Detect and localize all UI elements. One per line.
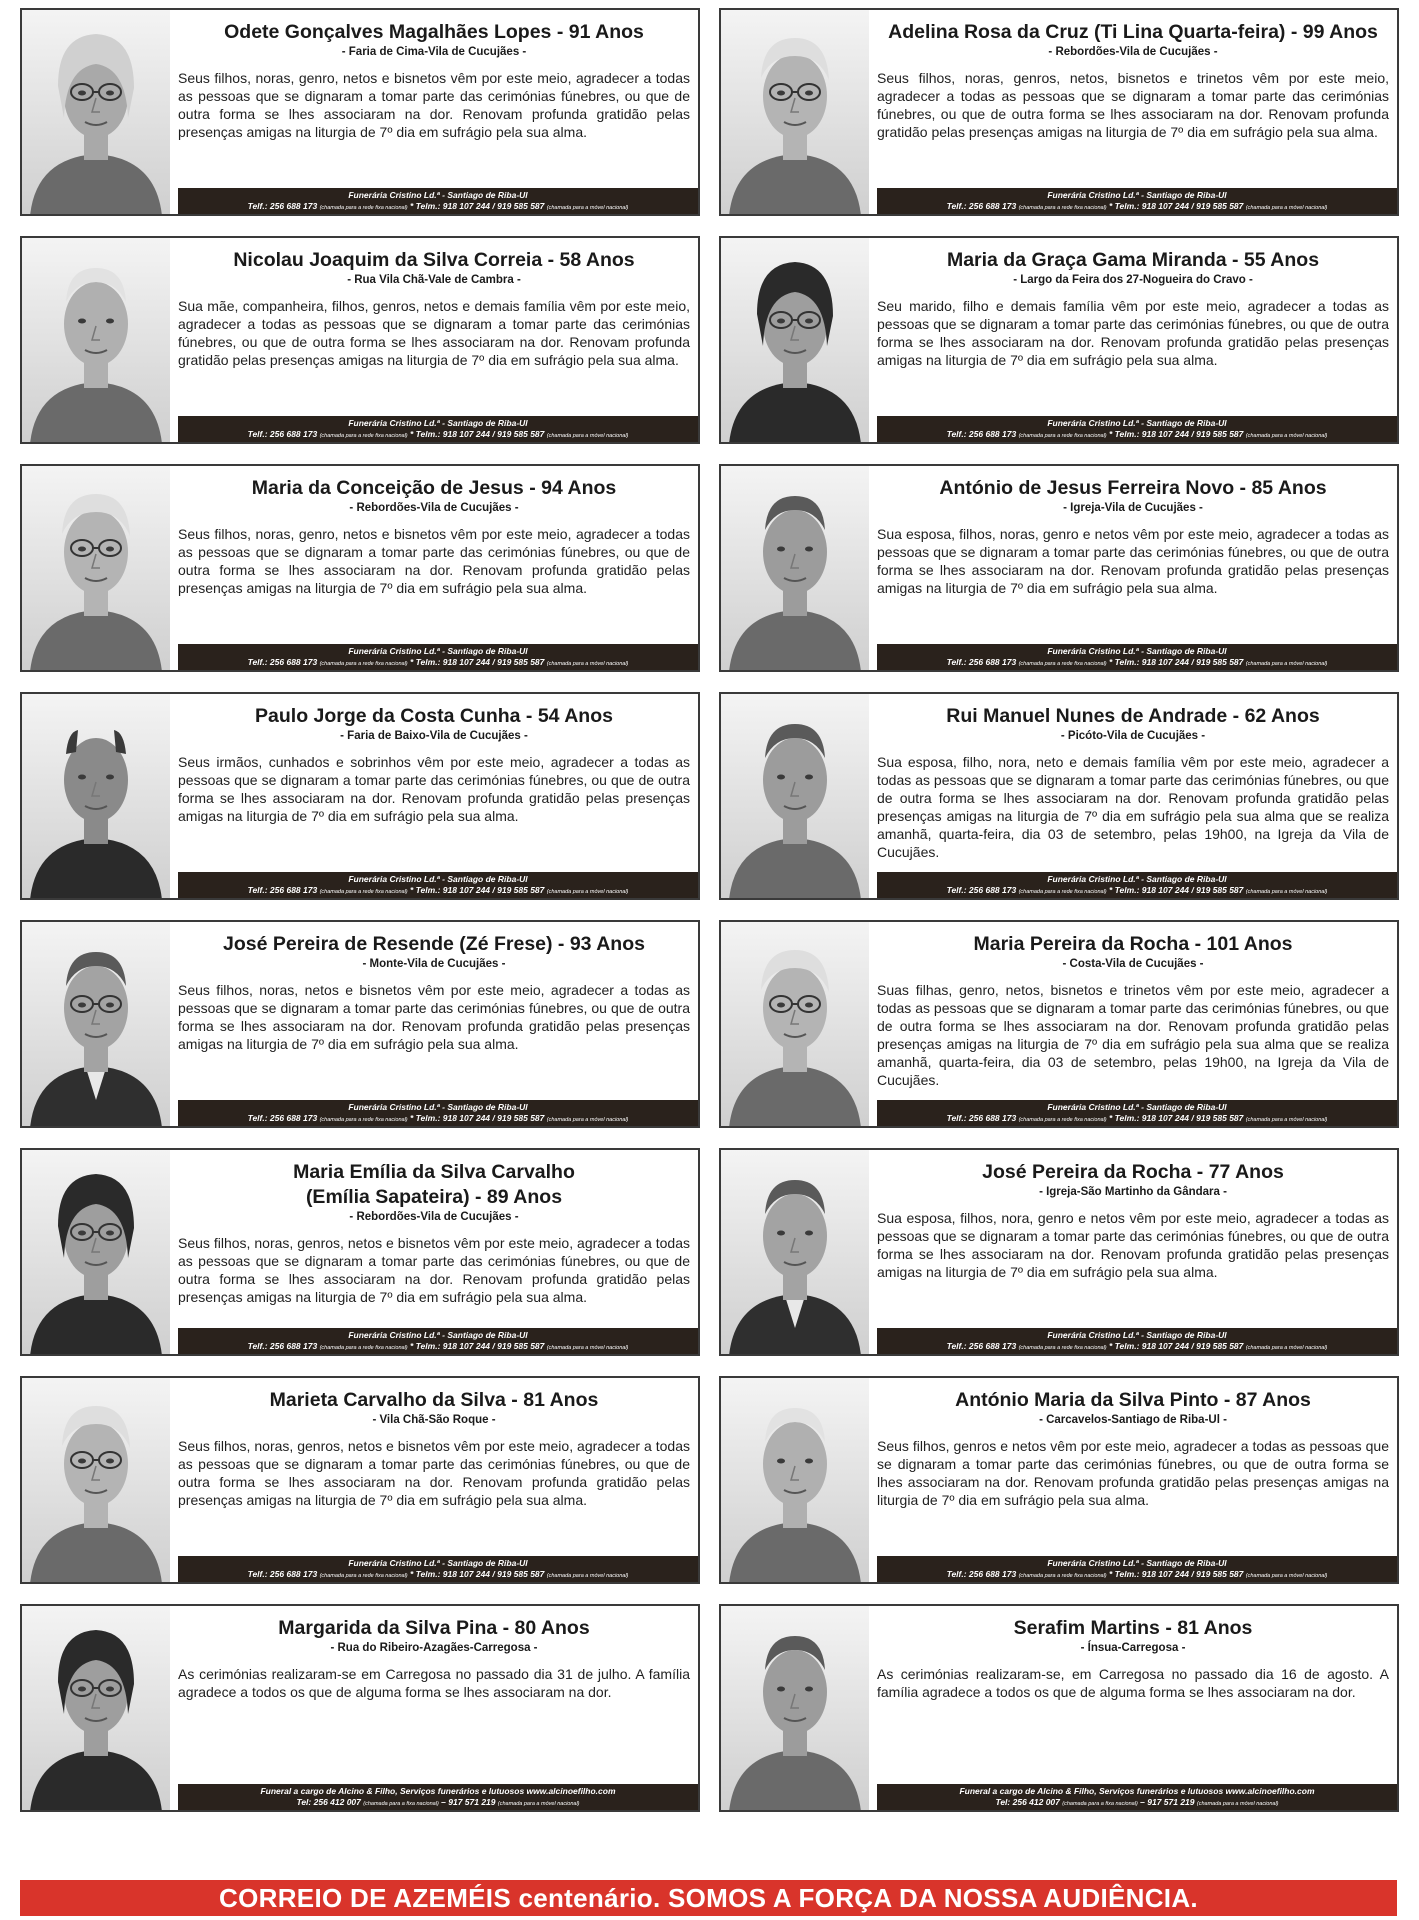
funeral-home-phones: [178, 657, 698, 670]
portrait-photo: [22, 1150, 170, 1354]
funeral-home-name: Funerária Cristino Ld.ª - Santiago de Riba-Ul: [1047, 1102, 1227, 1112]
phone-mobile-note: (chamada para a móvel nacional): [1245, 1117, 1328, 1123]
deceased-name: Nicolau Joaquim da Silva Correia - 58 Anos: [233, 249, 635, 271]
phone-mobile-note: (chamada para a móvel nacional): [497, 1801, 580, 1807]
deceased-name: José Pereira da Rocha - 77 Anos: [982, 1161, 1284, 1183]
deceased-name: Maria Emília da Silva Carvalho (Emília Sapateira) - 89 Anos: [293, 1161, 575, 1208]
obituary-text: Seus filhos, noras, genros, netos e bisnetos vêm por este meio, agradecer a todas as pessoas que se dignaram a tomar parte das cerimónias fúnebres, ou que de outra forma se lhes associaram na dor. Renovam profunda gratidão pelas presenças amigas na liturgia de 7º dia em sufrágio pela sua alma.: [178, 1235, 690, 1305]
portrait-photo: [721, 10, 869, 214]
obituary-content: [877, 1160, 1389, 1324]
phone-mobile: * Telm.: 918 107 244 / 919 585 587: [410, 201, 545, 211]
newspaper-banner: CORREIO DE AZEMÉIS centenário. SOMOS A FORÇA DA NOSSA AUDIÊNCIA.: [20, 1880, 1397, 1916]
funeral-home-phones: [178, 1797, 698, 1810]
obituary-text: Sua esposa, filhos, nora, genro e netos vêm por este meio, agradecer a todas as pessoas que se dignaram a tomar parte das cerimónias fúnebres, ou que de outra forma se lhes associaram na dor. Renovam profunda gratidão pelas presenças amigas na liturgia de 7º dia em sufrágio pela sua alma.: [877, 1210, 1389, 1280]
deceased-location: - Vila Chã-São Roque -: [372, 1414, 496, 1426]
phone-landline: Telf.: 256 688 173: [946, 1341, 1017, 1351]
obituary-content: [178, 20, 690, 184]
obituary-card: [20, 1604, 700, 1812]
phone-landline-note: (chamada para a fixa nacional): [1062, 1801, 1138, 1807]
obituary-text: Seus filhos, noras, genros, netos e bisnetos vêm por este meio, agradecer a todas as pessoas que se dignaram a tomar parte das cerimónias fúnebres, ou que de outra forma se lhes associaram na dor. Renovam profunda gratidão pelas presenças amigas na liturgia de 7º dia em sufrágio pela sua alma.: [178, 1438, 690, 1508]
funeral-home-name: Funerária Cristino Ld.ª - Santiago de Riba-Ul: [1047, 874, 1227, 884]
deceased-name: Adelina Rosa da Cruz (Ti Lina Quarta-feira) - 99 Anos: [888, 21, 1378, 43]
phone-landline: Telf.: 256 688 173: [247, 1113, 318, 1123]
phone-mobile: * Telm.: 918 107 244 / 919 585 587: [1109, 1569, 1244, 1579]
phone-mobile: * Telm.: 918 107 244 / 919 585 587: [1109, 201, 1244, 211]
funeral-home-name: Funerária Cristino Ld.ª - Santiago de Riba-Ul: [348, 646, 528, 656]
deceased-name: Rui Manuel Nunes de Andrade - 62 Anos: [946, 705, 1320, 727]
phone-landline: Telf.: 256 688 173: [247, 657, 318, 667]
funeral-home-phones: [877, 201, 1397, 214]
phone-landline-note: (chamada para a rede fixa nacional): [319, 889, 408, 895]
deceased-location: - Largo da Feira dos 27-Nogueira do Cravo -: [1013, 274, 1253, 286]
phone-mobile: * Telm.: 918 107 244 / 919 585 587: [410, 1341, 545, 1351]
portrait-photo: [721, 466, 869, 670]
phone-mobile: * Telm.: 918 107 244 / 919 585 587: [410, 429, 545, 439]
obituary-content: [877, 476, 1389, 640]
obituary-card: [719, 1604, 1399, 1812]
funeral-home-footer: [877, 872, 1397, 898]
phone-mobile: * Telm.: 918 107 244 / 919 585 587: [410, 1113, 545, 1123]
portrait-photo: [22, 238, 170, 442]
funeral-home-name: Funerária Cristino Ld.ª - Santiago de Riba-Ul: [1047, 190, 1227, 200]
phone-mobile: * Telm.: 918 107 244 / 919 585 587: [1109, 429, 1244, 439]
funeral-home-phones: [877, 429, 1397, 442]
funeral-home-phones: [877, 1569, 1397, 1582]
funeral-home-name: Funerária Cristino Ld.ª - Santiago de Riba-Ul: [1047, 418, 1227, 428]
obituary-card: [719, 692, 1399, 900]
obituary-content: [877, 1388, 1389, 1552]
portrait-photo: [22, 1606, 170, 1810]
obituary-card: [20, 464, 700, 672]
phone-mobile-note: (chamada para a móvel nacional): [1245, 889, 1328, 895]
obituary-card: [20, 1148, 700, 1356]
funeral-home-footer: [877, 644, 1397, 670]
phone-mobile: * Telm.: 918 107 244 / 919 585 587: [1109, 885, 1244, 895]
obituary-card: [20, 1376, 700, 1584]
obituary-card: [20, 8, 700, 216]
obituary-text: Suas filhas, genro, netos, bisnetos e trinetos vêm por este meio, agradecer a todas as pessoas que se dignaram a tomar parte das cerimónias fúnebres, ou que de outra forma se lhes associaram na dor. Renovam profunda gratidão pelas presenças amigas na liturgia de 7º dia em sufrágio pela sua alma que se realiza amanhã, quarta-feira, dia 03 de setembro, pelas 19h00, na Igreja da Vila de Cucujães.: [877, 982, 1389, 1088]
funeral-home-footer: [178, 1100, 698, 1126]
phone-mobile-note: (chamada para a móvel nacional): [546, 1117, 629, 1123]
phone-mobile-note: (chamada para a móvel nacional): [546, 205, 629, 211]
phone-landline: Telf.: 256 688 173: [946, 429, 1017, 439]
funeral-home-footer: [877, 1328, 1397, 1354]
obituary-content: [178, 1160, 690, 1324]
deceased-location: - Igreja-São Martinho da Gândara -: [1039, 1186, 1227, 1198]
obituary-text: Sua esposa, filhos, noras, genro e netos vêm por este meio, agradecer a todas as pessoas que se dignaram a tomar parte das cerimónias fúnebres, ou que de outra forma se lhes associaram na dor. Renovam profunda gratidão pelas presenças amigas na liturgia de 7º dia em sufrágio pela sua alma.: [877, 526, 1389, 596]
obituary-text: Seus filhos, noras, genro, netos e bisnetos vêm por este meio, agradecer a todas as pessoas que se dignaram a tomar parte das cerimónias fúnebres, ou que de outra forma se lhes associaram na dor. Renovam profunda gratidão pelas presenças amigas na liturgia de 7º dia em sufrágio pela sua alma.: [178, 70, 690, 140]
phone-mobile: * Telm.: 918 107 244 / 919 585 587: [410, 657, 545, 667]
obituary-text: As cerimónias realizaram-se em Carregosa no passado dia 31 de julho. A família agradece a todos os que de alguma forma se lhes associaram na dor.: [178, 1666, 690, 1700]
portrait-photo: [721, 694, 869, 898]
phone-landline: Tel: 256 412 007: [296, 1797, 361, 1807]
obituary-card: [719, 1376, 1399, 1584]
obituary-content: [178, 704, 690, 868]
obituary-content: [877, 20, 1389, 184]
deceased-location: - Igreja-Vila de Cucujães -: [1063, 502, 1203, 514]
funeral-home-name: Funerária Cristino Ld.ª - Santiago de Riba-Ul: [348, 418, 528, 428]
funeral-home-name: Funerária Cristino Ld.ª - Santiago de Riba-Ul: [348, 1330, 528, 1340]
phone-mobile: * Telm.: 918 107 244 / 919 585 587: [410, 1569, 545, 1579]
phone-landline: Telf.: 256 688 173: [247, 429, 318, 439]
phone-landline: Telf.: 256 688 173: [247, 1569, 318, 1579]
obituary-card: [20, 692, 700, 900]
deceased-name: António Maria da Silva Pinto - 87 Anos: [955, 1389, 1311, 1411]
phone-landline: Telf.: 256 688 173: [946, 657, 1017, 667]
deceased-name: Paulo Jorge da Costa Cunha - 54 Anos: [255, 705, 613, 727]
funeral-home-name: Funerária Cristino Ld.ª - Santiago de Riba-Ul: [348, 1102, 528, 1112]
portrait-photo: [721, 1150, 869, 1354]
funeral-home-name: Funerária Cristino Ld.ª - Santiago de Riba-Ul: [348, 190, 528, 200]
obituary-content: [178, 476, 690, 640]
deceased-location: - Rua do Ribeiro-Azagães-Carregosa -: [330, 1642, 538, 1654]
phone-landline-note: (chamada para a rede fixa nacional): [1018, 433, 1107, 439]
obituary-text: Sua mãe, companheira, filhos, genros, netos e demais família vêm por este meio, agradecer a todas as pessoas que se dignaram a tomar parte das cerimónias fúnebres, ou que de outra forma se lhes associaram na dor. Renovam profunda gratidão pelas presenças amigas na liturgia de 7º dia em sufrágio pela sua alma.: [178, 298, 690, 368]
phone-landline: Telf.: 256 688 173: [946, 201, 1017, 211]
phone-mobile-note: (chamada para a móvel nacional): [1245, 661, 1328, 667]
phone-landline: Tel: 256 412 007: [995, 1797, 1060, 1807]
obituary-content: [877, 248, 1389, 412]
funeral-home-footer: [877, 1100, 1397, 1126]
phone-landline-note: (chamada para a rede fixa nacional): [1018, 1117, 1107, 1123]
funeral-home-phones: [178, 1569, 698, 1582]
funeral-home-phones: [178, 885, 698, 898]
portrait-photo: [721, 1606, 869, 1810]
phone-mobile: * Telm.: 918 107 244 / 919 585 587: [1109, 1113, 1244, 1123]
deceased-location: - Picóto-Vila de Cucujães -: [1060, 730, 1206, 742]
funeral-home-footer: [877, 1556, 1397, 1582]
phone-landline: Telf.: 256 688 173: [946, 1569, 1017, 1579]
portrait-photo: [721, 1378, 869, 1582]
deceased-location: - Rua Vila Chã-Vale de Cambra -: [347, 274, 521, 286]
funeral-home-phones: [877, 1341, 1397, 1354]
phone-mobile-note: (chamada para a móvel nacional): [546, 433, 629, 439]
phone-mobile-note: (chamada para a móvel nacional): [546, 1573, 629, 1579]
deceased-location: - Ínsua-Carregosa -: [1080, 1642, 1186, 1654]
obituary-text: Seus filhos, noras, genros, netos, bisnetos e trinetos vêm por este meio, agradecer a todas as pessoas que se dignaram a tomar parte das cerimónias fúnebres, ou que de outra forma se lhes associaram na dor. Renovam profunda gratidão pelas presenças amigas na liturgia de 7º dia em sufrágio pela sua alma.: [877, 70, 1389, 140]
phone-mobile: – 917 571 219: [1140, 1797, 1195, 1807]
funeral-home-name: Funerária Cristino Ld.ª - Santiago de Riba-Ul: [1047, 1330, 1227, 1340]
phone-landline: Telf.: 256 688 173: [247, 885, 318, 895]
funeral-home-footer: [178, 872, 698, 898]
phone-landline-note: (chamada para a fixa nacional): [363, 1801, 439, 1807]
funeral-home-name: Funerária Cristino Ld.ª - Santiago de Riba-Ul: [1047, 1558, 1227, 1568]
funeral-home-phones: [178, 1113, 698, 1126]
deceased-name: António de Jesus Ferreira Novo - 85 Anos: [939, 477, 1327, 499]
phone-landline: Telf.: 256 688 173: [247, 1341, 318, 1351]
deceased-name: Marieta Carvalho da Silva - 81 Anos: [269, 1389, 599, 1411]
obituary-card: [20, 236, 700, 444]
deceased-location: - Rebordões-Vila de Cucujães -: [349, 502, 519, 514]
obituary-text: Seus filhos, noras, genro, netos e bisnetos vêm por este meio, agradecer a todas as pessoas que se dignaram a tomar parte das cerimónias fúnebres, ou que de outra forma se lhes associaram na dor. Renovam profunda gratidão pelas presenças amigas na liturgia de 7º dia em sufrágio pela sua alma.: [178, 526, 690, 596]
phone-landline: Telf.: 256 688 173: [946, 885, 1017, 895]
obituary-content: [877, 932, 1389, 1096]
deceased-location: - Faria de Cima-Vila de Cucujães -: [341, 46, 527, 58]
phone-mobile: * Telm.: 918 107 244 / 919 585 587: [1109, 1341, 1244, 1351]
phone-mobile: * Telm.: 918 107 244 / 919 585 587: [1109, 657, 1244, 667]
phone-mobile-note: (chamada para a móvel nacional): [1245, 205, 1328, 211]
phone-landline-note: (chamada para a rede fixa nacional): [1018, 1573, 1107, 1579]
deceased-location: - Rebordões-Vila de Cucujães -: [349, 1211, 519, 1223]
phone-mobile: * Telm.: 918 107 244 / 919 585 587: [410, 885, 545, 895]
phone-mobile-note: (chamada para a móvel nacional): [1245, 433, 1328, 439]
funeral-home-name: Funeral a cargo de Alcino & Filho, Serviços funerários e lutuosos www.alcinoefilho.com: [260, 1786, 616, 1796]
phone-landline-note: (chamada para a rede fixa nacional): [319, 1117, 408, 1123]
phone-landline-note: (chamada para a rede fixa nacional): [319, 1345, 408, 1351]
deceased-name: Odete Gonçalves Magalhães Lopes - 91 Anos: [224, 21, 644, 43]
portrait-photo: [22, 1378, 170, 1582]
phone-landline-note: (chamada para a rede fixa nacional): [319, 433, 408, 439]
funeral-home-footer: [178, 1784, 698, 1810]
portrait-photo: [721, 922, 869, 1126]
phone-mobile-note: (chamada para a móvel nacional): [546, 1345, 629, 1351]
phone-landline: Telf.: 256 688 173: [247, 201, 318, 211]
obituary-text: Seus filhos, genros e netos vêm por este meio, agradecer a todas as pessoas que se dignaram a tomar parte das cerimónias fúnebres, ou que de outra forma se lhes associaram na dor. Renovam profunda gratidão pelas presenças amigas na liturgia de 7º dia em sufrágio pela sua alma.: [877, 1438, 1389, 1508]
phone-landline-note: (chamada para a rede fixa nacional): [1018, 661, 1107, 667]
funeral-home-phones: [877, 885, 1397, 898]
funeral-home-phones: [877, 657, 1397, 670]
phone-landline-note: (chamada para a rede fixa nacional): [319, 205, 408, 211]
phone-mobile-note: (chamada para a móvel nacional): [546, 661, 629, 667]
funeral-home-footer: [178, 1556, 698, 1582]
funeral-home-phones: [877, 1113, 1397, 1126]
phone-landline-note: (chamada para a rede fixa nacional): [319, 1573, 408, 1579]
phone-mobile-note: (chamada para a móvel nacional): [546, 889, 629, 895]
funeral-home-phones: [178, 1341, 698, 1354]
funeral-home-name: Funerária Cristino Ld.ª - Santiago de Riba-Ul: [348, 1558, 528, 1568]
obituary-text: Seu marido, filho e demais família vêm por este meio, agradecer a todas as pessoas que se dignaram a tomar parte das cerimónias fúnebres, ou que de outra forma se lhes associaram na dor. Renovam profunda gratidão pelas presenças amigas na liturgia de 7º dia em sufrágio pela sua alma.: [877, 298, 1389, 368]
deceased-location: - Faria de Baixo-Vila de Cucujães -: [340, 730, 528, 742]
obituary-card: [719, 920, 1399, 1128]
obituary-content: [877, 704, 1389, 868]
funeral-home-name: Funerária Cristino Ld.ª - Santiago de Riba-Ul: [1047, 646, 1227, 656]
portrait-photo: [22, 694, 170, 898]
phone-mobile-note: (chamada para a móvel nacional): [1245, 1573, 1328, 1579]
funeral-home-footer: [877, 1784, 1397, 1810]
funeral-home-footer: [877, 416, 1397, 442]
obituary-card: [719, 8, 1399, 216]
phone-mobile-note: (chamada para a móvel nacional): [1196, 1801, 1279, 1807]
deceased-name: Serafim Martins - 81 Anos: [1013, 1617, 1253, 1639]
deceased-name: Maria Pereira da Rocha - 101 Anos: [973, 933, 1293, 955]
deceased-location: - Costa-Vila de Cucujães -: [1062, 958, 1204, 970]
deceased-location: - Carcavelos-Santiago de Riba-Ul -: [1039, 1414, 1227, 1426]
funeral-home-phones: [877, 1797, 1397, 1810]
deceased-location: - Rebordões-Vila de Cucujães -: [1048, 46, 1218, 58]
portrait-photo: [22, 10, 170, 214]
phone-landline-note: (chamada para a rede fixa nacional): [1018, 1345, 1107, 1351]
phone-mobile: – 917 571 219: [441, 1797, 496, 1807]
obituary-text: Seus filhos, noras, netos e bisnetos vêm por este meio, agradecer a todas as pessoas que se dignaram a tomar parte das cerimónias fúnebres, ou que de outra forma se lhes associaram na dor. Renovam profunda gratidão pelas presenças amigas na liturgia de 7º dia em sufrágio pela sua alma.: [178, 982, 690, 1052]
funeral-home-name: Funerária Cristino Ld.ª - Santiago de Riba-Ul: [348, 874, 528, 884]
funeral-home-phones: [178, 429, 698, 442]
obituary-content: [178, 1388, 690, 1552]
obituary-content: [877, 1616, 1389, 1780]
funeral-home-footer: [877, 188, 1397, 214]
funeral-home-footer: [178, 416, 698, 442]
portrait-photo: [721, 238, 869, 442]
portrait-photo: [22, 466, 170, 670]
obituary-content: [178, 1616, 690, 1780]
funeral-home-footer: [178, 644, 698, 670]
obituary-card: [20, 920, 700, 1128]
phone-mobile-note: (chamada para a móvel nacional): [1245, 1345, 1328, 1351]
phone-landline-note: (chamada para a rede fixa nacional): [1018, 889, 1107, 895]
obituary-card: [719, 464, 1399, 672]
funeral-home-name: Funeral a cargo de Alcino & Filho, Serviços funerários e lutuosos www.alcinoefilho.com: [959, 1786, 1315, 1796]
funeral-home-footer: [178, 188, 698, 214]
obituary-card: [719, 1148, 1399, 1356]
obituary-content: [178, 932, 690, 1096]
deceased-name: Maria da Graça Gama Miranda - 55 Anos: [946, 249, 1320, 271]
deceased-name: Maria da Conceição de Jesus - 94 Anos: [251, 477, 617, 499]
obituary-text: Seus irmãos, cunhados e sobrinhos vêm por este meio, agradecer a todas as pessoas que se dignaram a tomar parte das cerimónias fúnebres, ou que de outra forma se lhes associaram na dor. Renovam profunda gratidão pelas presenças amigas na liturgia de 7º dia em sufrágio pela sua alma.: [178, 754, 690, 824]
phone-landline: Telf.: 256 688 173: [946, 1113, 1017, 1123]
funeral-home-footer: [178, 1328, 698, 1354]
funeral-home-phones: [178, 201, 698, 214]
obituary-text: Sua esposa, filho, nora, neto e demais família vêm por este meio, agradecer a todas as pessoas que se dignaram a tomar parte das cerimónias fúnebres, ou que de outra forma se lhes associaram na dor. Renovam profunda gratidão pelas presenças amigas na liturgia de 7º dia em sufrágio pela sua alma que se realiza amanhã, quarta-feira, dia 03 de setembro, pelas 19h00, na Igreja da Vila de Cucujães.: [877, 754, 1389, 860]
obituary-content: [178, 248, 690, 412]
phone-landline-note: (chamada para a rede fixa nacional): [1018, 205, 1107, 211]
obituary-card: [719, 236, 1399, 444]
obituary-text: As cerimónias realizaram-se, em Carregosa no passado dia 16 de agosto. A família agradece a todos os que de alguma forma se lhes associaram na dor.: [877, 1666, 1389, 1700]
phone-landline-note: (chamada para a rede fixa nacional): [319, 661, 408, 667]
deceased-location: - Monte-Vila de Cucujães -: [362, 958, 506, 970]
deceased-name: José Pereira de Resende (Zé Frese) - 93 Anos: [223, 933, 645, 955]
deceased-name: Margarida da Silva Pina - 80 Anos: [278, 1617, 590, 1639]
portrait-photo: [22, 922, 170, 1126]
